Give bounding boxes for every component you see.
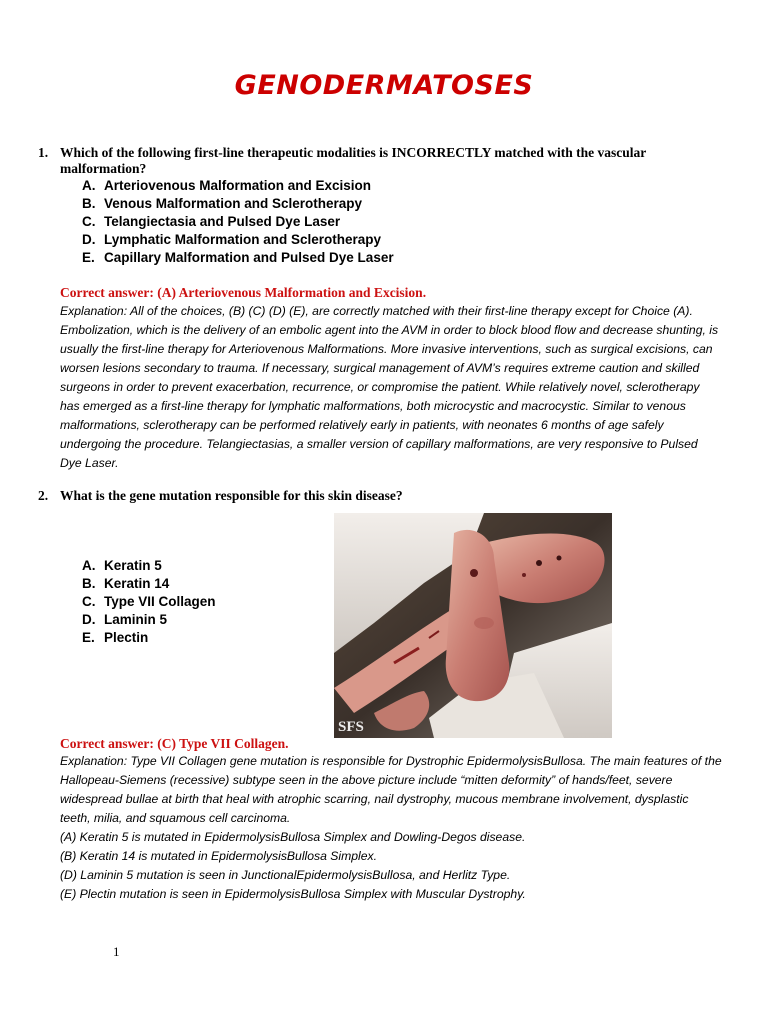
explanation-line: (E) Plectin mutation is seen in EpidermolysisBullosa Simplex with Muscular Dystrophy. <box>60 887 526 901</box>
option-letter: D. <box>82 232 96 247</box>
page-title: GENODERMATOSES <box>234 70 534 101</box>
option-text: Keratin 14 <box>104 576 170 591</box>
option-text: Keratin 5 <box>104 558 162 573</box>
option-text: Type VII Collagen <box>104 594 216 609</box>
image-watermark: SFS <box>338 719 364 735</box>
option-letter: A. <box>82 178 96 193</box>
option-letter: B. <box>82 196 96 211</box>
option-letter: C. <box>82 594 96 609</box>
question-number: 2. <box>38 488 49 503</box>
option-text: Arteriovenous Malformation and Excision <box>104 178 372 193</box>
clinical-photo-drawing <box>334 513 612 738</box>
option-letter: A. <box>82 558 96 573</box>
correct-answer-2: Correct answer: (C) Type VII Collagen. <box>60 736 289 751</box>
explanation-line: (B) Keratin 14 is mutated in EpidermolysisBullosa Simplex. <box>60 849 378 863</box>
option-text: Telangiectasia and Pulsed Dye Laser <box>104 214 341 229</box>
correct-answer-1: Correct answer: (A) Arteriovenous Malformation and Excision. <box>60 285 427 300</box>
explanation-text: Explanation: All of the choices, (B) (C) (D) (E), are correctly matched with their first-line therapy except for Choice (A). Embolization, which is the delivery of an embolic agent into the AVM in order to block blood flow and decrease shunting, is usually the first-line therapy for Arteriovenous Malformations. More invasive interventions, such as surgical excisions, can worsen lesions secondary to trauma. If necessary, surgical management of AVM’s requires extreme caution and skilled surgeons in order to prevent exacerbation, recurrence, or compromise the patient. While relatively novel, sclerotherapy has emerged as a first-line therapy for lymphatic malformations, both microcystic and macrocystic. Similar to venous malformations, sclerotherapy can be performed relatively early in patients, with neonates 6 months of age safely undergoing the procedure. Telangiectasias, a smaller version of capillary malformations, are very responsive to Pulsed Dye Laser. <box>60 304 719 470</box>
explanation-line: (D) Laminin 5 mutation is seen in JunctionalEpidermolysisBullosa, and Herlitz Type. <box>60 868 511 882</box>
question-text: Which of the following first-line therapeutic modalities is INCORRECTLY matched with the vascular malformation? <box>60 145 646 176</box>
option-letter: D. <box>82 612 96 627</box>
option-letter: E. <box>82 630 95 645</box>
option-letter: E. <box>82 250 95 265</box>
explanation-line: (A) Keratin 5 is mutated in EpidermolysisBullosa Simplex and Dowling-Degos disease. <box>60 830 526 844</box>
question-text: What is the gene mutation responsible for this skin disease? <box>60 488 403 503</box>
option-letter: C. <box>82 214 96 229</box>
page-number: 1 <box>113 944 120 959</box>
option-text: Plectin <box>104 630 149 645</box>
question-number: 1. <box>38 145 49 160</box>
option-text: Venous Malformation and Sclerotherapy <box>104 196 363 211</box>
clinical-photo <box>334 513 612 738</box>
explanation-text: Explanation: Type VII Collagen gene mutation is responsible for Dystrophic EpidermolysisBullosa. The main features of the Hallopeau-Siemens (recessive) subtype seen in the above picture include “mitten deformity” of hands/feet, severe widespread bullae at birth that heal with atrophic scarring, nail dystrophy, mucous membrane involvement, dysplastic teeth, milia, and squamous cell carcinoma. <box>60 754 722 825</box>
option-text: Capillary Malformation and Pulsed Dye Laser <box>104 250 394 265</box>
option-letter: B. <box>82 576 96 591</box>
explanation-2 <box>60 752 722 904</box>
option-text: Laminin 5 <box>104 612 168 627</box>
explanation-1 <box>60 302 722 473</box>
option-text: Lymphatic Malformation and Sclerotherapy <box>104 232 382 247</box>
